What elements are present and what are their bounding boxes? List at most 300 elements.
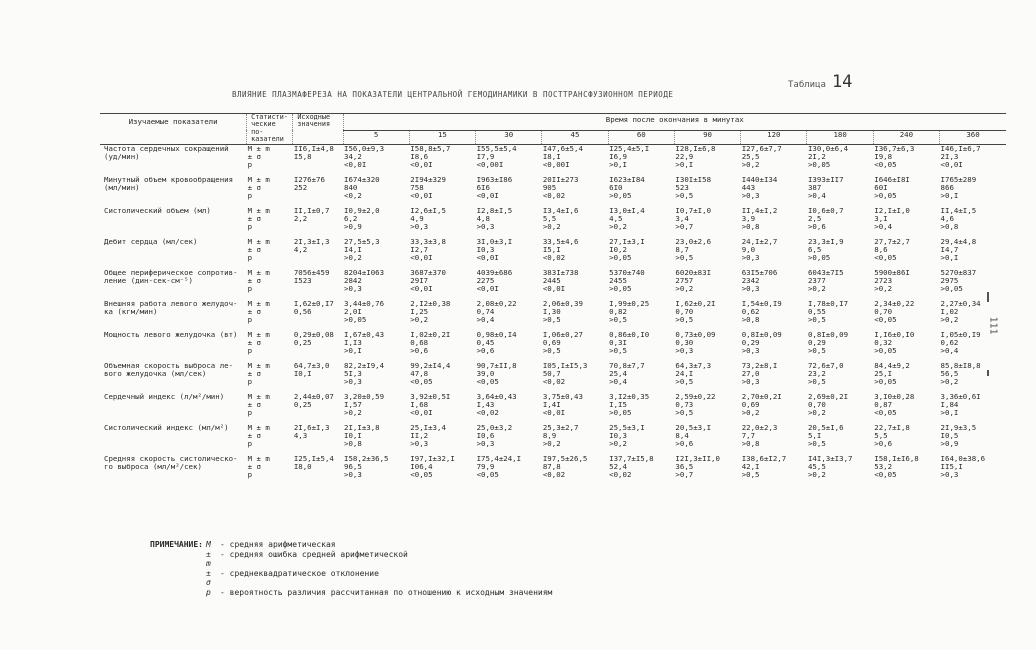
value-line: 0,86±0,I0 bbox=[609, 330, 650, 339]
value-line: 24,I±2,7 bbox=[741, 237, 778, 246]
value-line: 2,70±0,2I bbox=[741, 392, 782, 401]
value-cell bbox=[409, 238, 475, 269]
value-line: 3,44±0,76 bbox=[344, 299, 385, 308]
value-cell bbox=[409, 269, 475, 300]
value-line: 5,I bbox=[807, 430, 822, 440]
value-line: 82,2±I9,4 bbox=[344, 361, 385, 370]
value-line: I55,5±5,4 bbox=[476, 144, 517, 153]
value-line: >0,2 bbox=[609, 439, 627, 449]
value-cell bbox=[409, 144, 475, 176]
value-line: >0,8 bbox=[940, 222, 959, 232]
value-line: I25,4±5,I bbox=[609, 144, 650, 153]
value-cell bbox=[873, 362, 939, 393]
value-line: I2I,3±II,0 bbox=[675, 454, 720, 463]
value-line: <0,00I bbox=[476, 160, 504, 170]
header-time-360: 360 bbox=[940, 130, 1006, 144]
stat-symbol: M ± m bbox=[247, 268, 270, 277]
table-number-prefix: Таблица bbox=[788, 80, 826, 90]
value-line: >0,3 bbox=[741, 346, 760, 356]
value-cell bbox=[476, 424, 542, 455]
initial-value-line: 2I,6±I,3 bbox=[293, 423, 330, 432]
value-line: >0,5 bbox=[807, 315, 826, 325]
value-line: >0,05 bbox=[874, 346, 897, 356]
value-line: 22,7±I,8 bbox=[874, 423, 910, 432]
initial-value bbox=[293, 331, 343, 362]
value-line: I36,7±6,3 bbox=[874, 144, 915, 153]
value-cell bbox=[343, 269, 409, 300]
initial-value-line: 7056±459 bbox=[293, 268, 330, 277]
value-cell bbox=[542, 331, 608, 362]
value-line: >0,8 bbox=[741, 315, 760, 325]
param-name: Систолический объем (мл) bbox=[104, 206, 211, 215]
value-line: >0,5 bbox=[807, 346, 826, 356]
value-line: 0,45 bbox=[476, 337, 495, 347]
value-line: <0,0I bbox=[476, 284, 499, 294]
value-line: >0,05 bbox=[609, 408, 632, 418]
value-cell bbox=[807, 393, 873, 424]
stat-symbol: p bbox=[247, 160, 253, 170]
value-cell bbox=[542, 455, 608, 486]
table-row bbox=[100, 176, 1006, 207]
value-line: I58,I±I6,8 bbox=[874, 454, 919, 463]
value-cell bbox=[873, 393, 939, 424]
value-line: 33,3±3,8 bbox=[410, 237, 446, 246]
header-time: Время после окончания в минутах bbox=[343, 114, 1006, 131]
value-line: 5270±837 bbox=[940, 268, 977, 277]
value-line: 0,82 bbox=[609, 306, 627, 316]
value-cell bbox=[674, 176, 740, 207]
value-cell bbox=[741, 207, 807, 238]
value-cell bbox=[674, 300, 740, 331]
value-line: 2342 bbox=[741, 275, 760, 285]
initial-value-line: 0,25 bbox=[293, 399, 312, 409]
initial-value-line: I276±76 bbox=[293, 175, 325, 184]
value-line: <0,0I bbox=[410, 160, 433, 170]
value-line: <0,05 bbox=[874, 315, 897, 325]
value-line: 2I,I±3,8 bbox=[344, 423, 380, 432]
stat-symbols bbox=[247, 207, 293, 238]
initial-value bbox=[293, 393, 343, 424]
stat-symbol: ± σ bbox=[247, 213, 261, 223]
value-cell bbox=[873, 331, 939, 362]
value-line: 60I bbox=[874, 182, 888, 192]
initial-value-line: 2,2 bbox=[293, 213, 308, 223]
value-line: >0,2 bbox=[807, 470, 826, 480]
value-line: >0,6 bbox=[410, 346, 429, 356]
value-line: I9,8 bbox=[874, 151, 893, 161]
param-name: Объемная скорость выброса ле-вого желудочка (мл/сек) bbox=[104, 361, 234, 379]
value-cell bbox=[940, 176, 1006, 207]
value-line: 8,4 bbox=[675, 430, 689, 440]
value-line: I4I,3±I3,7 bbox=[807, 454, 853, 463]
value-line: I8,I bbox=[542, 151, 561, 161]
value-cell bbox=[476, 455, 542, 486]
value-line: >0,5 bbox=[675, 191, 694, 201]
value-line: I,67±0,43 bbox=[344, 330, 385, 339]
note-text: - вероятность различия рассчитанная по отношению к исходным значениям bbox=[220, 587, 553, 597]
value-line: >0,I bbox=[940, 408, 959, 418]
stat-symbol: M ± m bbox=[247, 299, 270, 308]
value-line: 387 bbox=[807, 182, 822, 192]
value-line: II,4±I,5 bbox=[940, 206, 977, 215]
value-cell bbox=[542, 362, 608, 393]
value-line: I,06±0,27 bbox=[542, 330, 583, 339]
value-line: 2I,9±3,5 bbox=[940, 423, 977, 432]
stat-symbol: M ± m bbox=[247, 206, 270, 215]
table-body bbox=[100, 144, 1006, 486]
value-line: >0,2 bbox=[807, 284, 826, 294]
value-cell bbox=[608, 238, 674, 269]
table-row bbox=[100, 331, 1006, 362]
value-line: 72,6±7,0 bbox=[807, 361, 844, 370]
note-symbol: p bbox=[206, 587, 211, 597]
initial-value-line: 2,44±0,07 bbox=[293, 392, 334, 401]
value-line: >0,5 bbox=[609, 315, 627, 325]
value-cell bbox=[674, 331, 740, 362]
value-cell bbox=[940, 331, 1006, 362]
initial-value bbox=[293, 455, 343, 486]
note-text: - средняя ошибка средней арифметической bbox=[220, 549, 408, 559]
value-line: I30I±I58 bbox=[675, 175, 712, 184]
value-line: 9,0 bbox=[741, 244, 756, 254]
value-line: I0,3 bbox=[476, 244, 495, 254]
value-line: 0,74 bbox=[476, 306, 495, 316]
value-line: 63I5±706 bbox=[741, 268, 778, 277]
stat-symbol: M ± m bbox=[247, 423, 270, 432]
value-line: >0,5 bbox=[675, 315, 694, 325]
value-line: 20,5±3,I bbox=[675, 423, 712, 432]
value-line: >0,2 bbox=[344, 253, 362, 263]
value-line: 23,3±I,9 bbox=[807, 237, 844, 246]
stat-symbol: M ± m bbox=[247, 175, 270, 184]
value-line: 79,9 bbox=[476, 461, 495, 471]
value-line: 45,5 bbox=[807, 461, 826, 471]
value-line: <0,05 bbox=[874, 408, 897, 418]
value-cell bbox=[807, 269, 873, 300]
initial-value-line: 0,25 bbox=[293, 337, 312, 347]
value-line: 5,5 bbox=[874, 430, 888, 440]
value-line: I7,9 bbox=[476, 151, 495, 161]
value-line: 2I,3 bbox=[940, 151, 959, 161]
value-line: 70,8±7,7 bbox=[609, 361, 645, 370]
value-cell bbox=[343, 238, 409, 269]
value-line: 23,0±2,6 bbox=[675, 237, 712, 246]
value-line: 0,8I±0,09 bbox=[741, 330, 782, 339]
table-row bbox=[100, 455, 1006, 486]
header-time-60: 60 bbox=[608, 130, 674, 144]
table-row bbox=[100, 269, 1006, 300]
value-line: 8204±I063 bbox=[344, 268, 385, 277]
table-title: ВЛИЯНИЕ ПЛАЗМАФЕРЕЗА НА ПОКАЗАТЕЛИ ЦЕНТРАЛЬНОЙ ГЕМОДИНАМИКИ В ПОСТТРАНСФУЗИОННОМ ПЕРИОДЕ bbox=[232, 90, 674, 99]
value-cell bbox=[542, 238, 608, 269]
value-cell bbox=[542, 207, 608, 238]
value-cell bbox=[608, 393, 674, 424]
value-cell bbox=[741, 424, 807, 455]
value-line: I58,2±36,5 bbox=[344, 454, 389, 463]
value-line: >0,4 bbox=[807, 191, 826, 201]
stat-symbol: ± σ bbox=[247, 430, 261, 440]
value-cell bbox=[807, 424, 873, 455]
value-cell bbox=[873, 176, 939, 207]
value-line: 3,92±0,5I bbox=[410, 392, 451, 401]
value-line: 6043±7I5 bbox=[807, 268, 844, 277]
value-cell bbox=[608, 176, 674, 207]
value-line: I5,I bbox=[542, 244, 561, 254]
value-line: >0,3 bbox=[741, 284, 760, 294]
value-line: <0,02 bbox=[476, 408, 499, 418]
header-time-15: 15 bbox=[409, 130, 475, 144]
value-line: 2757 bbox=[675, 275, 694, 285]
value-line: I4,7 bbox=[940, 244, 959, 254]
value-line: 20II±273 bbox=[542, 175, 579, 184]
header-time-240: 240 bbox=[873, 130, 939, 144]
value-line: 840 bbox=[344, 182, 358, 192]
value-line: I674±320 bbox=[344, 175, 380, 184]
value-cell bbox=[476, 269, 542, 300]
value-cell bbox=[476, 393, 542, 424]
table-number bbox=[788, 72, 852, 92]
stat-symbol: ± σ bbox=[247, 337, 261, 347]
note-text: - среднеквадратическое отклонение bbox=[220, 568, 379, 578]
value-line: 84,4±9,2 bbox=[874, 361, 910, 370]
value-line: >0,2 bbox=[344, 408, 362, 418]
stat-symbol: M ± m bbox=[247, 330, 270, 339]
value-line: <0,0I bbox=[542, 408, 566, 418]
stat-symbols bbox=[247, 362, 293, 393]
header-initial: Исходные значения bbox=[293, 114, 343, 145]
value-line: 27,7±2,7 bbox=[874, 237, 910, 246]
param-name: Общее периферическое сопротив-ление (дин-сек-см⁻⁵) bbox=[104, 268, 238, 286]
stat-symbol: M ± m bbox=[247, 237, 270, 246]
value-cell bbox=[674, 455, 740, 486]
initial-value bbox=[293, 424, 343, 455]
value-line: <0,02 bbox=[609, 470, 632, 480]
value-line: >0,9 bbox=[940, 439, 959, 449]
value-cell bbox=[409, 424, 475, 455]
value-line: I,78±0,I7 bbox=[807, 299, 849, 308]
value-line: 758 bbox=[410, 182, 424, 192]
stat-symbols bbox=[247, 455, 293, 486]
initial-value-line: 4,2 bbox=[293, 244, 308, 254]
initial-value-line: 0,56 bbox=[293, 306, 312, 316]
value-line: >0,05 bbox=[807, 253, 831, 263]
stat-symbols bbox=[247, 300, 293, 331]
param-name: Средняя скорость систолическо-го выброса (мл/м²/сек) bbox=[104, 454, 238, 472]
value-line: <0,05 bbox=[874, 160, 897, 170]
value-line: I646±I8I bbox=[874, 175, 910, 184]
value-line: >0,3 bbox=[410, 439, 429, 449]
param-name: Внешняя работа левого желудоч-ка (кгм/мин) bbox=[104, 299, 238, 317]
param-name: Систолический индекс (мл/м²) bbox=[104, 423, 229, 432]
value-line: 96,5 bbox=[344, 461, 362, 471]
value-line: I,I5 bbox=[609, 399, 627, 409]
value-line: >0,3 bbox=[410, 222, 429, 232]
value-line: I,25 bbox=[410, 306, 429, 316]
stat-symbol: ± σ bbox=[247, 399, 261, 409]
value-line: 3,I bbox=[874, 213, 888, 223]
stat-symbols bbox=[247, 393, 293, 424]
value-cell bbox=[343, 393, 409, 424]
value-line: <0,05 bbox=[874, 253, 897, 263]
value-line: 2I94±329 bbox=[410, 175, 446, 184]
value-line: >0,3 bbox=[344, 377, 362, 387]
value-cell bbox=[674, 424, 740, 455]
initial-value-line: 2I,3±I,3 bbox=[293, 237, 330, 246]
value-line: >0,5 bbox=[542, 346, 561, 356]
page-side-number: 111 bbox=[987, 316, 999, 335]
value-line: I440±I34 bbox=[741, 175, 778, 184]
value-line: >0,7 bbox=[675, 222, 694, 232]
stat-symbol: p bbox=[247, 222, 253, 232]
value-line: >0,6 bbox=[476, 346, 495, 356]
value-cell bbox=[807, 238, 873, 269]
value-cell bbox=[940, 362, 1006, 393]
value-line: 53,2 bbox=[874, 461, 893, 471]
value-line: I0,5 bbox=[940, 430, 959, 440]
value-line: 2,5 bbox=[807, 213, 822, 223]
value-line: I06,4 bbox=[410, 461, 433, 471]
value-cell bbox=[741, 331, 807, 362]
value-cell bbox=[807, 144, 873, 176]
value-line: 3,9 bbox=[741, 213, 756, 223]
initial-value-line: II,I±0,7 bbox=[293, 206, 330, 215]
value-line: 64,3±7,3 bbox=[675, 361, 712, 370]
value-line: I,57 bbox=[344, 399, 362, 409]
notes-label-spacer bbox=[150, 550, 206, 569]
value-cell bbox=[741, 238, 807, 269]
value-line: >0,3 bbox=[344, 470, 362, 480]
header-time-5: 5 bbox=[343, 130, 409, 144]
value-line: 2275 bbox=[476, 275, 495, 285]
value-cell bbox=[409, 455, 475, 486]
value-line: I,02±0,2I bbox=[410, 330, 451, 339]
stat-symbols bbox=[247, 269, 293, 300]
value-line: I4,I bbox=[344, 244, 362, 254]
value-line: 39,0 bbox=[476, 368, 495, 378]
value-cell bbox=[608, 144, 674, 176]
value-line: 85,8±I8,8 bbox=[940, 361, 981, 370]
value-line: >0,5 bbox=[542, 315, 561, 325]
value-cell bbox=[542, 300, 608, 331]
value-cell bbox=[674, 393, 740, 424]
value-line: <0,05 bbox=[874, 470, 897, 480]
value-line: 0,30 bbox=[675, 337, 694, 347]
value-line: I75,4±24,I bbox=[476, 454, 522, 463]
value-line: 4039±686 bbox=[476, 268, 513, 277]
value-line: 8,7 bbox=[675, 244, 689, 254]
header-stat: Статисти-ческие по-казатели bbox=[247, 114, 293, 145]
table-row bbox=[100, 362, 1006, 393]
stat-symbol: p bbox=[247, 284, 253, 294]
value-line: 0,62 bbox=[741, 306, 760, 316]
value-cell bbox=[940, 238, 1006, 269]
value-line: <0,0I bbox=[410, 191, 433, 201]
value-cell bbox=[343, 424, 409, 455]
stat-symbols bbox=[247, 176, 293, 207]
stat-symbol: M ± m bbox=[247, 392, 270, 401]
param-name: Дебит сердца (мл/сек) bbox=[104, 237, 198, 246]
value-line: >0,3 bbox=[940, 470, 959, 480]
param-name: Мощность левого желудочка (вт) bbox=[104, 330, 238, 339]
value-cell bbox=[608, 207, 674, 238]
value-line: II5,I bbox=[940, 461, 963, 471]
value-line: 0,55 bbox=[807, 306, 826, 316]
value-cell bbox=[476, 176, 542, 207]
value-line: 52,4 bbox=[609, 461, 627, 471]
value-cell bbox=[807, 176, 873, 207]
value-cell bbox=[476, 144, 542, 176]
value-line: 50,7 bbox=[542, 368, 561, 378]
stat-symbol: M ± m bbox=[247, 144, 270, 153]
initial-value-line: I,62±0,I7 bbox=[293, 299, 334, 308]
stat-symbol: p bbox=[247, 346, 253, 356]
value-line: >0,9 bbox=[344, 222, 362, 232]
table-row bbox=[100, 300, 1006, 331]
value-cell bbox=[476, 331, 542, 362]
value-line: 443 bbox=[741, 182, 756, 192]
value-line: 2,27±0,34 bbox=[940, 299, 981, 308]
header-time-45: 45 bbox=[542, 130, 608, 144]
value-line: 0,68 bbox=[410, 337, 429, 347]
value-cell bbox=[674, 362, 740, 393]
value-line: >0,3 bbox=[675, 346, 694, 356]
initial-value-line: I523 bbox=[293, 275, 312, 285]
value-line: 24,I bbox=[675, 368, 694, 378]
value-line: I,I6±0,I0 bbox=[874, 330, 915, 339]
initial-value-line: I0,I bbox=[293, 368, 312, 378]
value-line: 5370±740 bbox=[609, 268, 645, 277]
value-line: I6,9 bbox=[609, 151, 627, 161]
value-cell bbox=[741, 176, 807, 207]
value-line: 2377 bbox=[807, 275, 826, 285]
header-time-180: 180 bbox=[807, 130, 873, 144]
value-line: 3,64±0,43 bbox=[476, 392, 517, 401]
initial-value bbox=[293, 238, 343, 269]
note-item bbox=[150, 540, 552, 550]
value-line: I0,6 bbox=[476, 430, 495, 440]
value-line: >0,5 bbox=[609, 346, 627, 356]
value-cell bbox=[807, 362, 873, 393]
value-line: >0,3 bbox=[741, 253, 760, 263]
value-line: I64,0±38,6 bbox=[940, 454, 986, 463]
value-line: 0,62 bbox=[940, 337, 959, 347]
value-line: 2842 bbox=[344, 275, 362, 285]
value-cell bbox=[608, 424, 674, 455]
initial-value-line: I5,8 bbox=[293, 151, 312, 161]
value-line: >0,2 bbox=[675, 284, 694, 294]
note-item bbox=[150, 550, 552, 569]
value-cell bbox=[741, 362, 807, 393]
value-cell bbox=[476, 300, 542, 331]
value-line: >0,8 bbox=[344, 439, 362, 449]
value-line: 2,34±0,22 bbox=[874, 299, 915, 308]
param-name: Сердечный индекс (л/м²/мин) bbox=[104, 392, 225, 401]
value-line: 0,69 bbox=[542, 337, 561, 347]
value-line: 20,5±I,6 bbox=[807, 423, 844, 432]
value-line: 0,29 bbox=[741, 337, 760, 347]
value-line: 6I0 bbox=[609, 182, 623, 192]
value-cell bbox=[476, 207, 542, 238]
value-cell bbox=[807, 455, 873, 486]
value-line: <0,00I bbox=[542, 160, 570, 170]
value-cell bbox=[409, 393, 475, 424]
stat-symbol: ± σ bbox=[247, 368, 261, 378]
notes-block bbox=[150, 540, 552, 598]
value-cell bbox=[741, 300, 807, 331]
stat-symbol: M ± m bbox=[247, 454, 270, 463]
value-line: 2,0I bbox=[344, 306, 362, 316]
value-line: >0,6 bbox=[874, 439, 893, 449]
